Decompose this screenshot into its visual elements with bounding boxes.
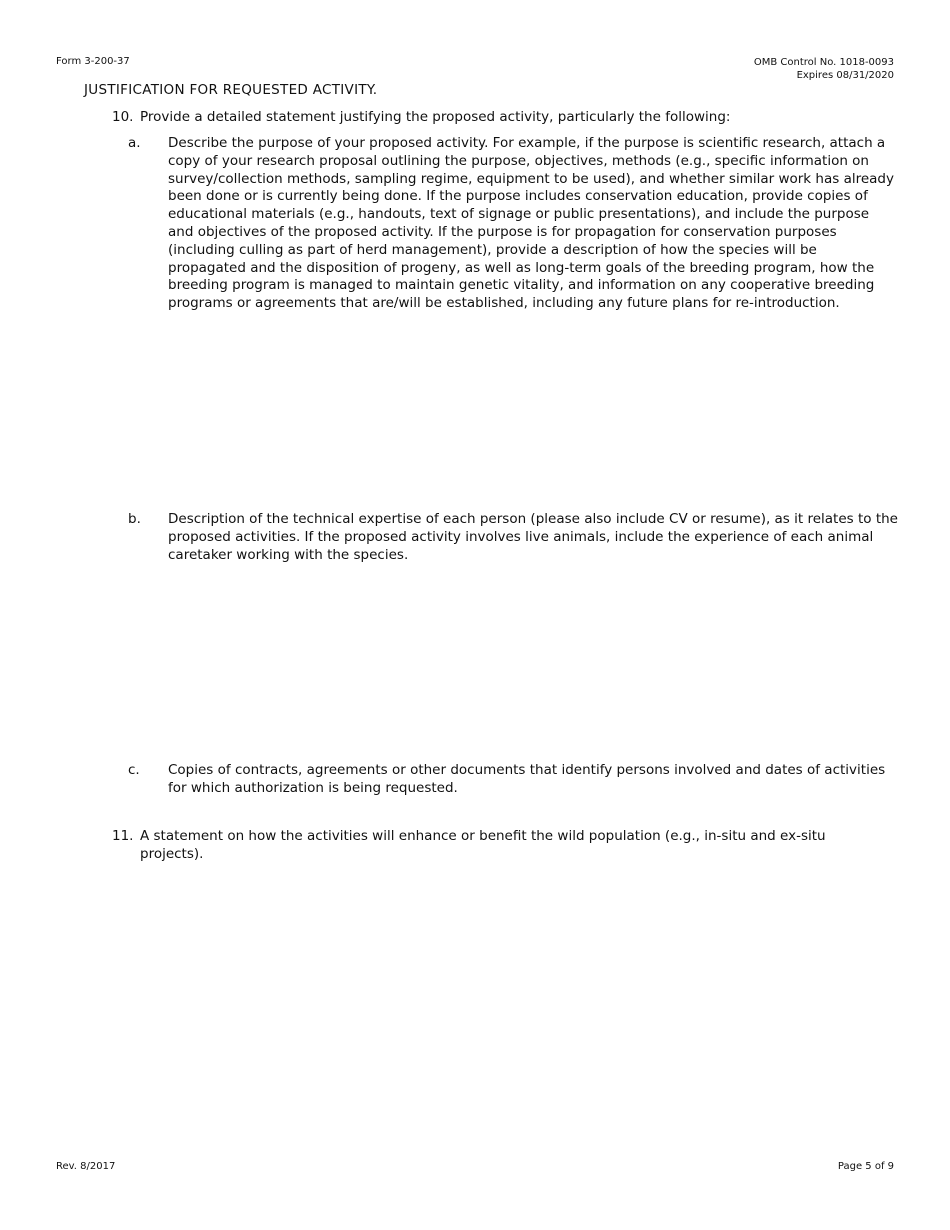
question-10-number: 10.	[112, 109, 134, 125]
omb-control-number: OMB Control No. 1018-0093	[753, 57, 894, 68]
question-10b	[128, 511, 908, 571]
question-10a	[128, 135, 903, 320]
question-10b-text: Description of the technical expertise of each person (please also include CV or resume), as it relates to the proposed activities. If the proposed activity involves live animals, include the experience of each animal caretaker working with the species.	[168, 511, 898, 563]
question-10b-letter: b.	[128, 511, 141, 527]
question-10c-text: Copies of contracts, agreements or other documents that identify persons involved and dates of activities for which authorization is being requested.	[168, 762, 886, 796]
form-number: Form 3-200-37	[56, 56, 130, 67]
omb-info	[754, 56, 894, 82]
expiration-date: Expires 08/31/2020	[796, 70, 894, 81]
section-title: JUSTIFICATION FOR REQUESTED ACTIVITY.	[84, 82, 378, 98]
question-11-number: 11.	[112, 828, 134, 844]
page-number: Page 5 of 9	[837, 1161, 894, 1172]
question-10	[112, 108, 912, 128]
question-10a-text: Describe the purpose of your proposed activity. For example, if the purpose is scientific research, attach a copy of your research proposal outlining the purpose, objectives, methods (e.g., specific information on survey/collection methods, sampling regime, equipment to be used), and whether similar work has already been done or is currently being done. If the purpose includes conservation education, provide copies of educational materials (e.g., handouts, text of signage or public presentations), and include the purpose and objectives of the proposed activity. If the purpose is for propagation for conservation purposes (including culling as part of herd management), provide a description of how the species will be propagated and the disposition of progeny, as well as long-term goals of the breeding program, how the breeding program is managed to maintain genetic vitality, and information on any cooperative breeding programs or agreements that are/will be established, including any future plans for re-introduction.	[168, 135, 894, 312]
question-10a-letter: a.	[128, 135, 141, 151]
question-11-text: A statement on how the activities will enhance or benefit the wild population (e.g., in-situ and ex-situ projects).	[140, 828, 826, 862]
question-10c-letter: c.	[128, 762, 140, 778]
question-10c	[128, 762, 903, 802]
revision-date: Rev. 8/2017	[56, 1161, 116, 1172]
question-11	[112, 827, 862, 867]
question-10-text: Provide a detailed statement justifying the proposed activity, particularly the following:	[140, 109, 731, 125]
